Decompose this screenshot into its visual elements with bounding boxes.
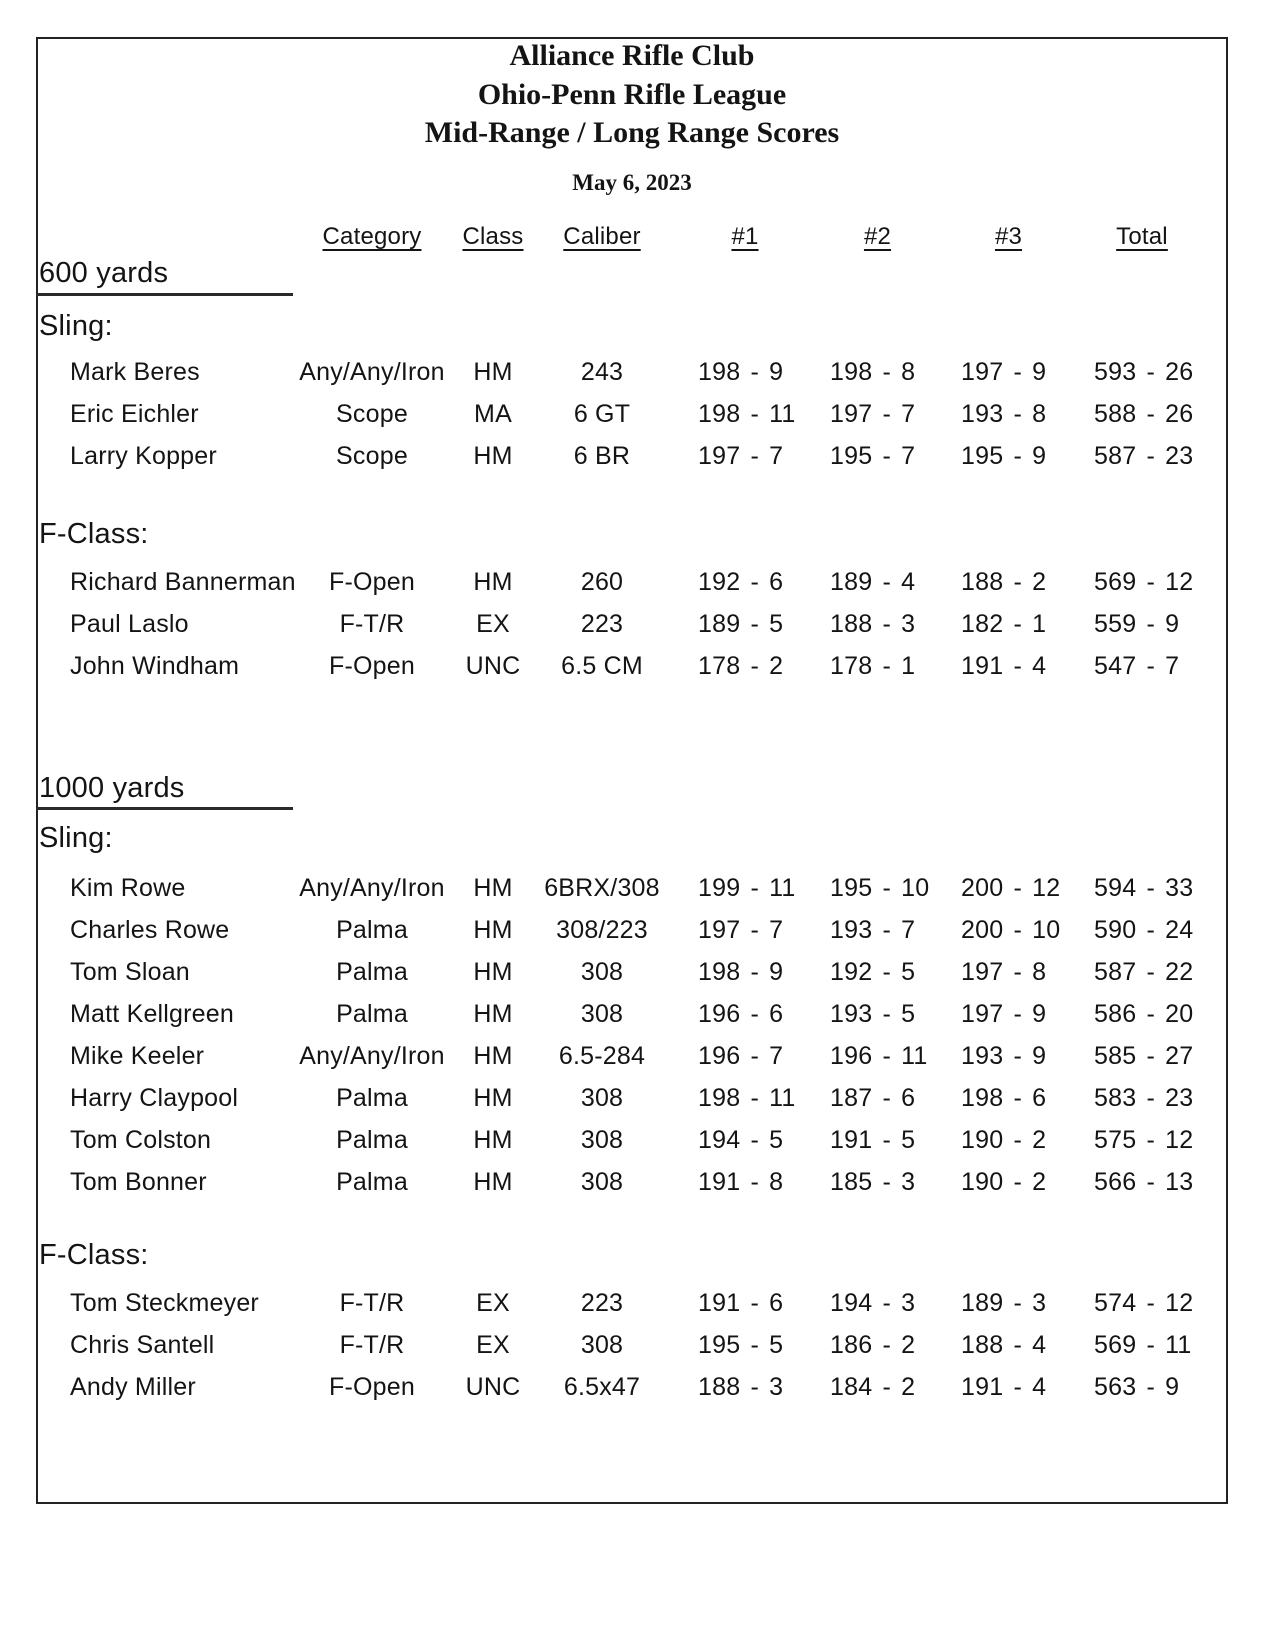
shooter-name: Chris Santell	[70, 1331, 215, 1359]
shooter-name: Larry Kopper	[70, 442, 217, 470]
total-score-cell: 590 - 24	[1094, 916, 1194, 944]
report-title: Mid-Range / Long Range Scores	[424, 116, 840, 149]
column-header-class: Class	[462, 223, 524, 250]
match3-score-cell: 188 - 2	[961, 568, 1047, 596]
match2-score-cell: 191 - 5	[830, 1126, 916, 1154]
rows-600-fclass	[36, 561, 1208, 687]
rows-1000-fclass	[36, 1282, 1208, 1408]
caliber-cell: 308	[580, 1084, 624, 1112]
caliber-cell: 6.5 CM	[561, 652, 643, 680]
match3-score-cell: 193 - 9	[961, 1042, 1047, 1070]
match1-score-cell: 199 - 11	[698, 874, 796, 902]
match2-score-cell: 188 - 3	[830, 610, 916, 638]
shooter-name: Richard Bannerman	[70, 568, 296, 596]
class-cell: HM	[473, 874, 513, 902]
group-600-sling-label: Sling:	[39, 310, 113, 342]
category-cell: Palma	[336, 958, 408, 986]
class-cell: HM	[473, 568, 513, 596]
column-header-category: Category	[322, 223, 422, 250]
column-header-total: Total	[1116, 223, 1168, 250]
table-row	[36, 867, 1208, 909]
table-row	[36, 603, 1208, 645]
match1-score-cell: 191 - 8	[698, 1168, 784, 1196]
class-cell: HM	[473, 1168, 513, 1196]
group-1000-sling-label: Sling:	[39, 822, 113, 854]
category-cell: F-Open	[329, 568, 415, 596]
match1-score-cell: 189 - 5	[698, 610, 784, 638]
total-score-cell: 563 - 9	[1094, 1373, 1180, 1401]
category-cell: Any/Any/Iron	[299, 358, 445, 386]
caliber-cell: 308	[580, 1000, 624, 1028]
match1-score-cell: 192 - 6	[698, 568, 784, 596]
shooter-name: Tom Bonner	[70, 1168, 207, 1196]
match1-score-cell: 197 - 7	[698, 442, 784, 470]
club-title: Alliance Rifle Club	[509, 39, 755, 72]
caliber-cell: 6.5-284	[558, 1042, 646, 1070]
category-cell: F-T/R	[339, 1331, 405, 1359]
total-score-cell: 587 - 23	[1094, 442, 1194, 470]
match2-score-cell: 195 - 7	[830, 442, 916, 470]
caliber-cell: 308	[580, 1331, 624, 1359]
rows-1000-sling	[36, 867, 1208, 1203]
shooter-name: Harry Claypool	[70, 1084, 239, 1112]
total-score-cell: 583 - 23	[1094, 1084, 1194, 1112]
table-row	[36, 435, 1208, 477]
total-score-cell: 574 - 12	[1094, 1289, 1194, 1317]
category-cell: Scope	[336, 400, 408, 428]
class-cell: HM	[473, 958, 513, 986]
category-cell: Palma	[336, 1084, 408, 1112]
class-cell: HM	[473, 358, 513, 386]
match3-score-cell: 182 - 1	[961, 610, 1047, 638]
match3-score-cell: 198 - 6	[961, 1084, 1047, 1112]
match2-score-cell: 193 - 5	[830, 1000, 916, 1028]
shooter-name: Eric Eichler	[70, 400, 199, 428]
category-cell: Palma	[336, 916, 408, 944]
class-cell: EX	[476, 1331, 510, 1359]
total-score-cell: 566 - 13	[1094, 1168, 1194, 1196]
match1-score-cell: 188 - 3	[698, 1373, 784, 1401]
match3-score-cell: 193 - 8	[961, 400, 1047, 428]
match1-score-cell: 196 - 6	[698, 1000, 784, 1028]
caliber-cell: 308	[580, 958, 624, 986]
league-title: Ohio-Penn Rifle League	[477, 78, 787, 111]
match3-score-cell: 191 - 4	[961, 652, 1047, 680]
match3-score-cell: 191 - 4	[961, 1373, 1047, 1401]
class-cell: EX	[476, 1289, 510, 1317]
table-row	[36, 1077, 1208, 1119]
shooter-name: John Windham	[70, 652, 240, 680]
class-cell: EX	[476, 610, 510, 638]
shooter-name: Charles Rowe	[70, 916, 230, 944]
section-1000-rule	[36, 807, 293, 810]
total-score-cell: 593 - 26	[1094, 358, 1194, 386]
match2-score-cell: 178 - 1	[830, 652, 916, 680]
match3-score-cell: 190 - 2	[961, 1126, 1047, 1154]
table-row	[36, 951, 1208, 993]
match1-score-cell: 198 - 9	[698, 958, 784, 986]
match3-score-cell: 190 - 2	[961, 1168, 1047, 1196]
report-date: May 6, 2023	[572, 170, 692, 195]
match1-score-cell: 198 - 9	[698, 358, 784, 386]
match3-score-cell: 200 - 12	[961, 874, 1061, 902]
match1-score-cell: 196 - 7	[698, 1042, 784, 1070]
match3-score-cell: 189 - 3	[961, 1289, 1047, 1317]
section-600-rule	[36, 293, 293, 296]
shooter-name: Paul Laslo	[70, 610, 189, 638]
category-cell: F-Open	[329, 1373, 415, 1401]
table-row	[36, 561, 1208, 603]
match2-score-cell: 197 - 7	[830, 400, 916, 428]
section-1000-label: 1000 yards	[39, 772, 185, 804]
group-600-fclass-label: F-Class:	[39, 518, 149, 550]
class-cell: HM	[473, 1126, 513, 1154]
table-row	[36, 645, 1208, 687]
section-600-label: 600 yards	[39, 257, 169, 289]
rows-600-sling	[36, 351, 1208, 477]
column-header-row	[36, 225, 1208, 249]
column-header-spacer	[36, 225, 286, 249]
match2-score-cell: 194 - 3	[830, 1289, 916, 1317]
match2-score-cell: 196 - 11	[830, 1042, 928, 1070]
total-score-cell: 586 - 20	[1094, 1000, 1194, 1028]
match3-score-cell: 188 - 4	[961, 1331, 1047, 1359]
total-score-cell: 575 - 12	[1094, 1126, 1194, 1154]
table-row	[36, 1324, 1208, 1366]
caliber-cell: 6.5x47	[563, 1373, 641, 1401]
table-row	[36, 351, 1208, 393]
caliber-cell: 223	[580, 610, 624, 638]
match3-score-cell: 200 - 10	[961, 916, 1061, 944]
category-cell: Palma	[336, 1126, 408, 1154]
caliber-cell: 223	[580, 1289, 624, 1317]
class-cell: HM	[473, 442, 513, 470]
caliber-cell: 6BRX/308	[544, 874, 660, 902]
class-cell: HM	[473, 1084, 513, 1112]
match1-score-cell: 197 - 7	[698, 916, 784, 944]
total-score-cell: 594 - 33	[1094, 874, 1194, 902]
shooter-name: Tom Colston	[70, 1126, 212, 1154]
shooter-name: Mark Beres	[70, 358, 200, 386]
match2-score-cell: 185 - 3	[830, 1168, 916, 1196]
table-row	[36, 1161, 1208, 1203]
table-row	[36, 1282, 1208, 1324]
caliber-cell: 308	[580, 1126, 624, 1154]
column-header-match1: #1	[731, 223, 759, 250]
caliber-cell: 308/223	[556, 916, 648, 944]
shooter-name: Mike Keeler	[70, 1042, 205, 1070]
caliber-cell: 6 GT	[573, 400, 631, 428]
total-score-cell: 585 - 27	[1094, 1042, 1194, 1070]
class-cell: HM	[473, 1000, 513, 1028]
total-score-cell: 588 - 26	[1094, 400, 1194, 428]
match1-score-cell: 194 - 5	[698, 1126, 784, 1154]
column-header-caliber: Caliber	[563, 223, 641, 250]
shooter-name: Andy Miller	[70, 1373, 196, 1401]
class-cell: MA	[474, 400, 512, 428]
match2-score-cell: 186 - 2	[830, 1331, 916, 1359]
match2-score-cell: 195 - 10	[830, 874, 930, 902]
match1-score-cell: 195 - 5	[698, 1331, 784, 1359]
match1-score-cell: 198 - 11	[698, 1084, 796, 1112]
match2-score-cell: 187 - 6	[830, 1084, 916, 1112]
match3-score-cell: 197 - 9	[961, 1000, 1047, 1028]
category-cell: Any/Any/Iron	[299, 1042, 445, 1070]
table-row	[36, 909, 1208, 951]
table-row	[36, 1119, 1208, 1161]
shooter-name: Kim Rowe	[70, 874, 186, 902]
match1-score-cell: 178 - 2	[698, 652, 784, 680]
total-score-cell: 569 - 11	[1094, 1331, 1192, 1359]
match2-score-cell: 193 - 7	[830, 916, 916, 944]
table-row	[36, 1035, 1208, 1077]
caliber-cell: 6 BR	[573, 442, 631, 470]
match3-score-cell: 197 - 8	[961, 958, 1047, 986]
caliber-cell: 308	[580, 1168, 624, 1196]
match1-score-cell: 191 - 6	[698, 1289, 784, 1317]
total-score-cell: 569 - 12	[1094, 568, 1194, 596]
class-cell: HM	[473, 1042, 513, 1070]
total-score-cell: 559 - 9	[1094, 610, 1180, 638]
group-1000-fclass-label: F-Class:	[39, 1239, 149, 1271]
table-row	[36, 993, 1208, 1035]
class-cell: UNC	[465, 652, 521, 680]
total-score-cell: 547 - 7	[1094, 652, 1180, 680]
category-cell: Palma	[336, 1168, 408, 1196]
match2-score-cell: 184 - 2	[830, 1373, 916, 1401]
caliber-cell: 243	[580, 358, 624, 386]
shooter-name: Matt Kellgreen	[70, 1000, 234, 1028]
shooter-name: Tom Sloan	[70, 958, 190, 986]
match3-score-cell: 195 - 9	[961, 442, 1047, 470]
column-header-match2: #2	[863, 223, 892, 250]
table-row	[36, 393, 1208, 435]
match2-score-cell: 189 - 4	[830, 568, 916, 596]
shooter-name: Tom Steckmeyer	[70, 1289, 259, 1317]
class-cell: HM	[473, 916, 513, 944]
category-cell: F-Open	[329, 652, 415, 680]
category-cell: Palma	[336, 1000, 408, 1028]
column-header-match3: #3	[994, 223, 1023, 250]
caliber-cell: 260	[580, 568, 624, 596]
table-row	[36, 1366, 1208, 1408]
total-score-cell: 587 - 22	[1094, 958, 1194, 986]
category-cell: Any/Any/Iron	[299, 874, 445, 902]
category-cell: F-T/R	[339, 610, 405, 638]
match1-score-cell: 198 - 11	[698, 400, 796, 428]
category-cell: F-T/R	[339, 1289, 405, 1317]
category-cell: Scope	[336, 442, 408, 470]
match3-score-cell: 197 - 9	[961, 358, 1047, 386]
class-cell: UNC	[465, 1373, 521, 1401]
match2-score-cell: 192 - 5	[830, 958, 916, 986]
match2-score-cell: 198 - 8	[830, 358, 916, 386]
